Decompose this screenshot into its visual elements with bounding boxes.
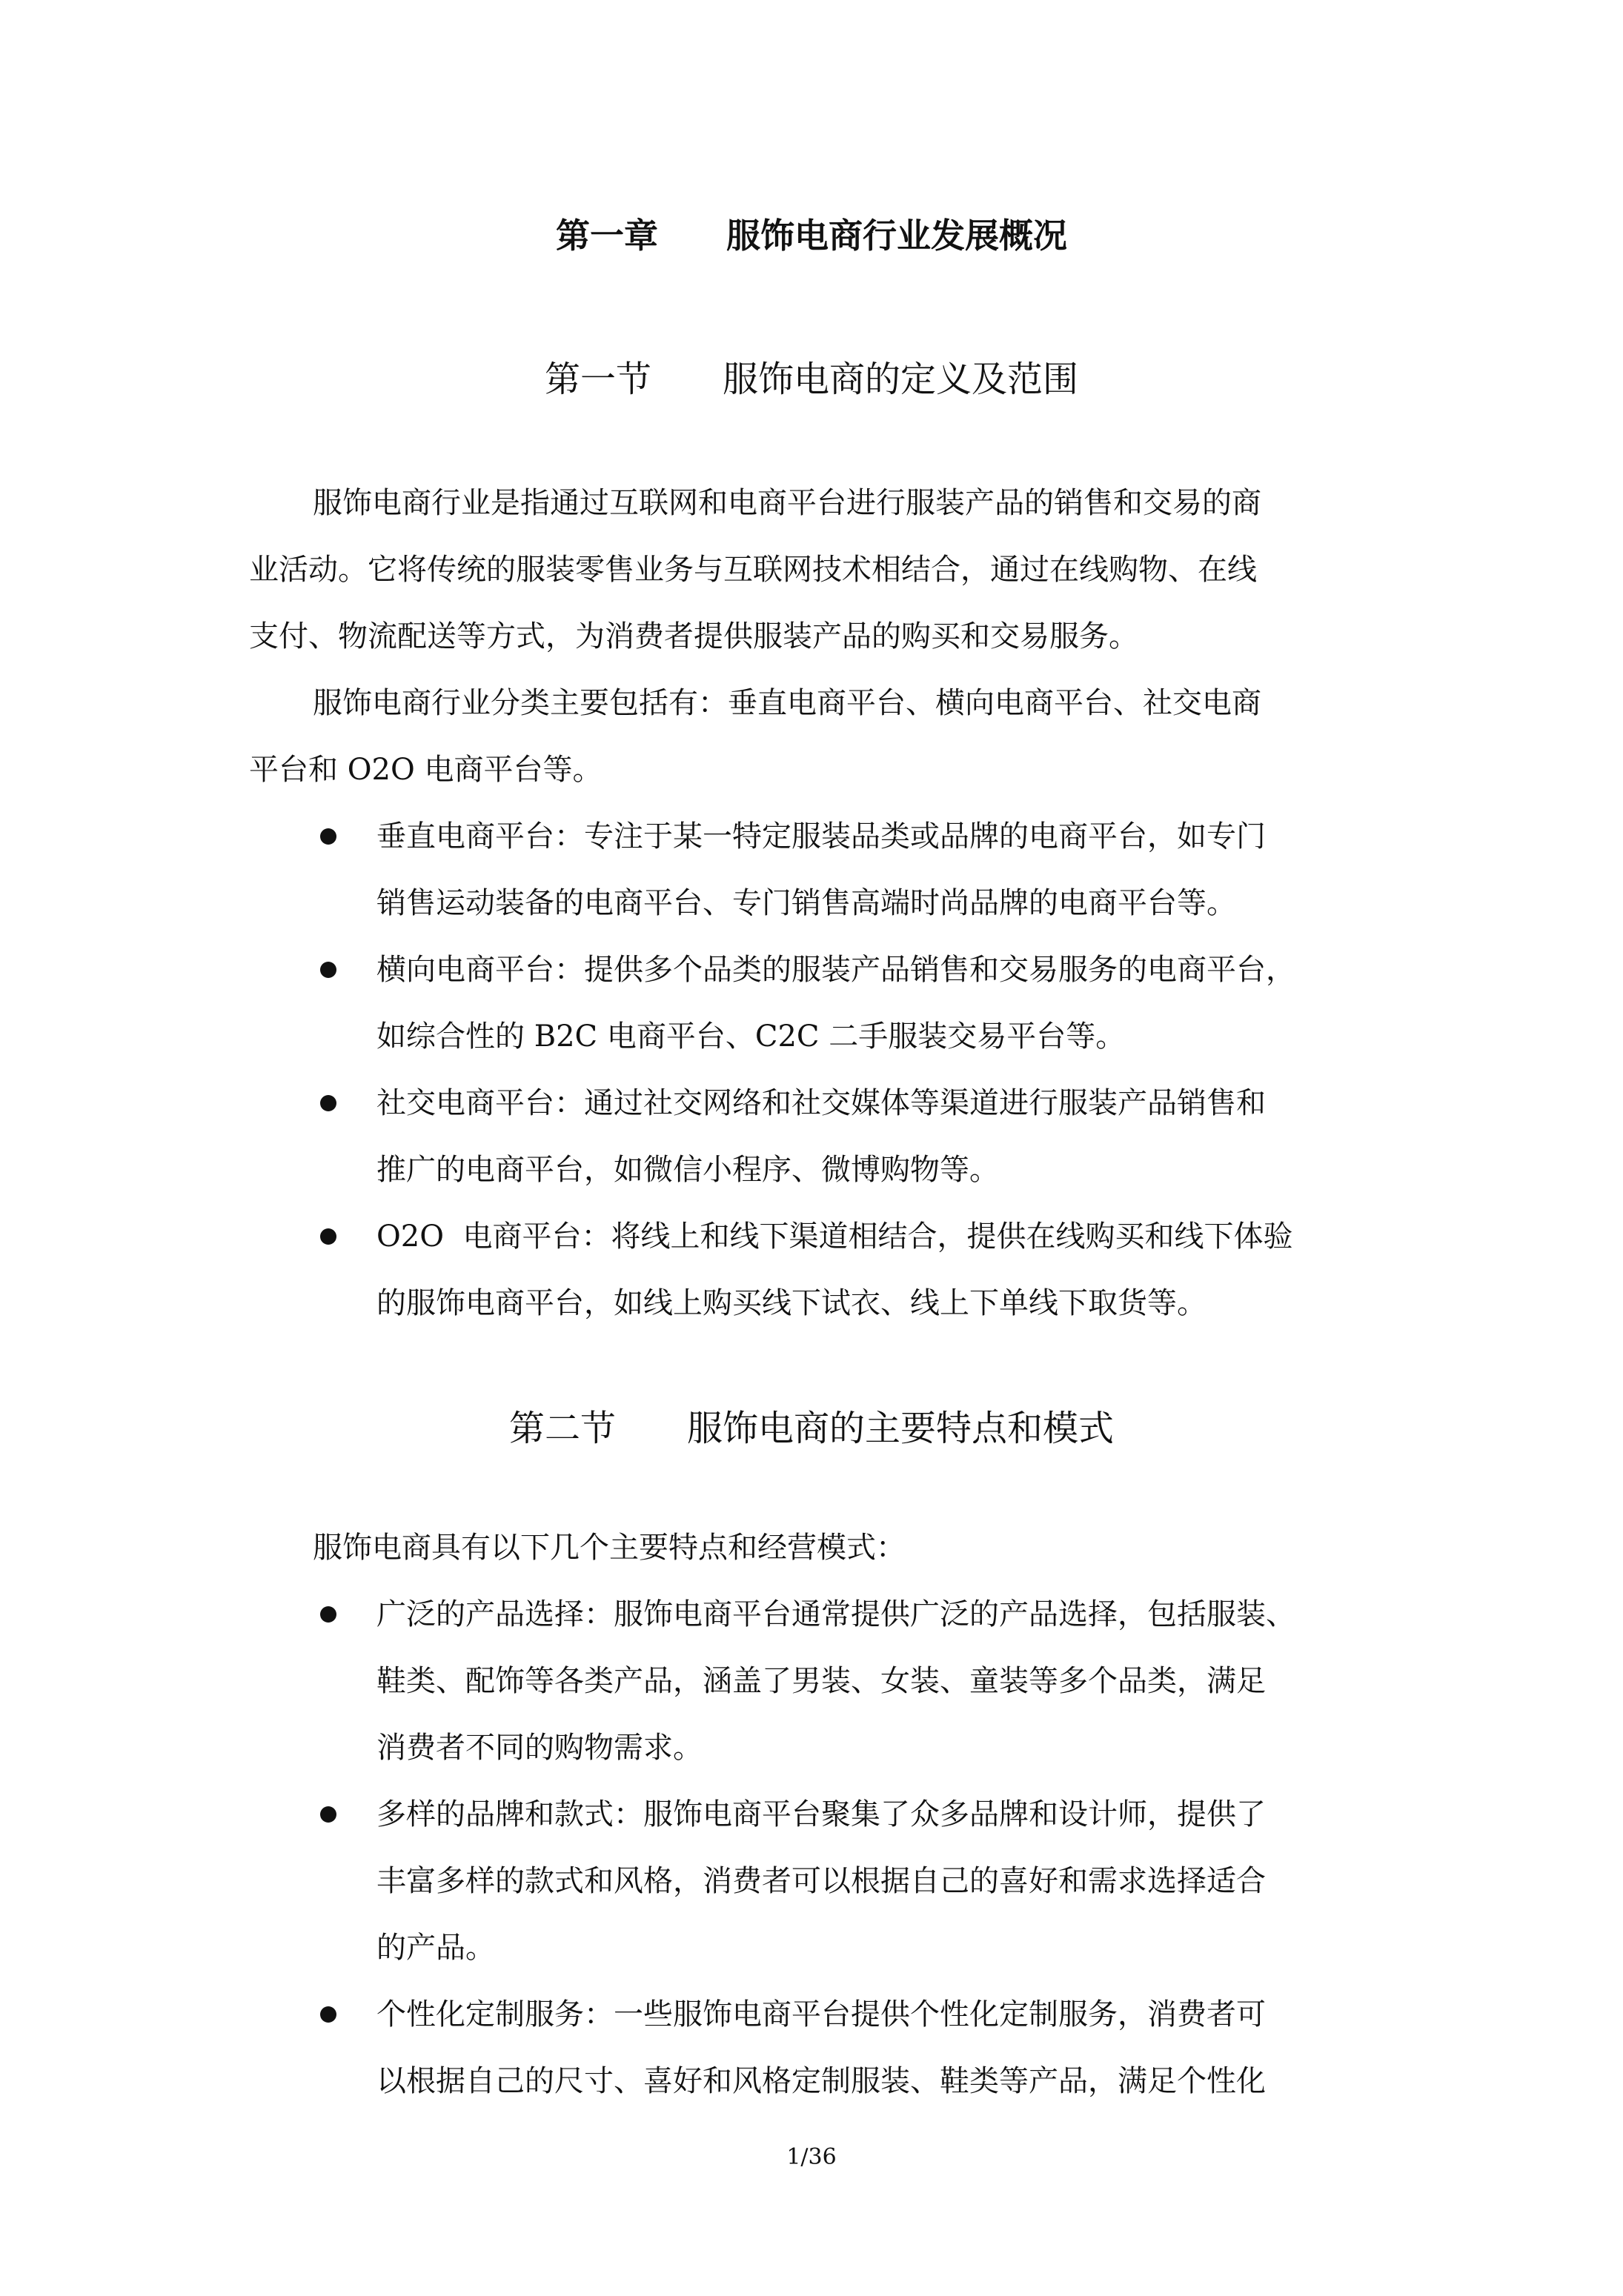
bullet-icon xyxy=(320,1606,336,1623)
list-item-line: 个性化定制服务：一些服饰电商平台提供个性化定制服务，消费者可 xyxy=(376,1997,1266,2032)
bullet-icon xyxy=(320,2006,336,2023)
paragraph-2-line-1: 服饰电商行业分类主要包括有：垂直电商平台、横向电商平台、社交电商 xyxy=(313,686,1261,720)
bullet-icon xyxy=(320,962,336,978)
list-item-line: 销售运动装备的电商平台、专门销售高端时尚品牌的电商平台等。 xyxy=(376,886,1236,920)
bullet-icon xyxy=(320,1806,336,1823)
list-item-line: 丰富多样的款式和风格，消费者可以根据自己的喜好和需求选择适合 xyxy=(376,1864,1266,1898)
list-item-line: 的产品。 xyxy=(376,1931,495,1965)
paragraph-1-line-3: 支付、物流配送等方式，为消费者提供服装产品的购买和交易服务。 xyxy=(249,619,1138,653)
section-title-1: 第一节 服饰电商的定义及范围 xyxy=(544,359,1078,400)
bullet-icon xyxy=(320,828,336,845)
list-item-line: 社交电商平台：通过社交网络和社交媒体等渠道进行服装产品销售和 xyxy=(376,1086,1266,1120)
list-item-line: 推广的电商平台，如微信小程序、微博购物等。 xyxy=(376,1153,999,1187)
list-item-line: 鞋类、配饰等各类产品，涵盖了男装、女装、童装等多个品类，满足 xyxy=(376,1664,1266,1698)
page-number: 1/36 xyxy=(786,2144,837,2170)
paragraph-2-line-2: 平台和 O2O 电商平台等。 xyxy=(249,753,603,787)
list-item-line: 消费者不同的购物需求。 xyxy=(376,1731,703,1765)
paragraph-1-line-2: 业活动。它将传统的服装零售业务与互联网技术相结合，通过在线购物、在线 xyxy=(249,553,1257,587)
list-item-line: 横向电商平台：提供多个品类的服装产品销售和交易服务的电商平台， xyxy=(376,953,1295,987)
list-item-line: O2O 电商平台：将线上和线下渠道相结合，提供在线购买和线下体验 xyxy=(376,1219,1293,1254)
bullet-icon xyxy=(320,1095,336,1111)
paragraph-1-line-1: 服饰电商行业是指通过互联网和电商平台进行服装产品的销售和交易的商 xyxy=(313,486,1261,520)
list-item-line: 垂直电商平台：专注于某一特定服装品类或品牌的电商平台，如专门 xyxy=(376,819,1266,853)
section-2-intro: 服饰电商具有以下几个主要特点和经营模式： xyxy=(313,1531,906,1565)
list-item-line: 如综合性的 B2C 电商平台、C2C 二手服装交易平台等。 xyxy=(376,1019,1126,1054)
section-title-2: 第二节 服饰电商的主要特点和模式 xyxy=(508,1408,1114,1449)
bullet-icon xyxy=(320,1228,336,1245)
chapter-title: 第一章 服饰电商行业发展概况 xyxy=(556,216,1067,256)
list-item-line: 以根据自己的尺寸、喜好和风格定制服装、鞋类等产品，满足个性化 xyxy=(376,2064,1266,2098)
list-item-line: 广泛的产品选择：服饰电商平台通常提供广泛的产品选择，包括服装、 xyxy=(376,1597,1295,1631)
list-item-line: 的服饰电商平台，如线上购买线下试衣、线上下单线下取货等。 xyxy=(376,1286,1207,1320)
list-item-line: 多样的品牌和款式：服饰电商平台聚集了众多品牌和设计师，提供了 xyxy=(376,1797,1266,1831)
